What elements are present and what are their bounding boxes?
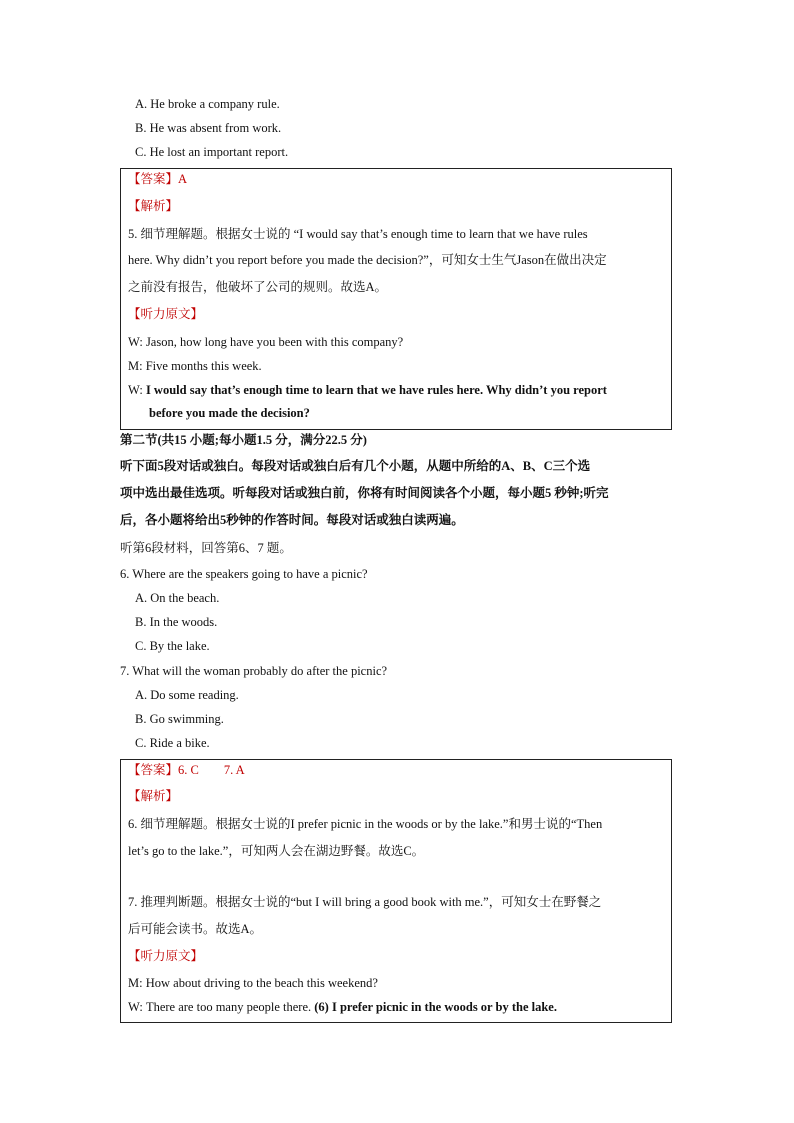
analysis-line: here. Why didn’t you report before you made the decision?”，可知女士生气Jason在做出决定 — [128, 253, 607, 267]
q6-option-a: A. On the beach. — [135, 591, 220, 605]
answer-line-q6-q7 — [128, 762, 245, 778]
utterance: I would say that’s enough time to learn that we have rules here. Why didn’t you report — [145, 383, 607, 397]
section-heading: 第二节(共15 小题;每小题1.5 分，满分22.5 分) — [120, 433, 367, 447]
analysis-label: 【解析】 — [128, 199, 179, 213]
analysis-line: 5. 细节理解题。根据女士说的 “I would say that’s enough time to learn that we have rules — [128, 227, 588, 241]
q6-option-b: B. In the woods. — [135, 615, 218, 629]
utterance-bold: (6) I prefer picnic in the woods or by the lake. — [314, 1000, 557, 1014]
answer-value: 6. C 7. A — [178, 763, 245, 777]
speaker: M: — [128, 976, 143, 990]
utterance: There are too many people there. — [145, 1000, 312, 1014]
utterance: Five months this week. — [145, 359, 262, 373]
analysis-line: 后可能会读书。故选A。 — [128, 922, 263, 936]
q6-option-c: C. By the lake. — [135, 639, 210, 653]
utterance: Jason, how long have you been with this company? — [145, 335, 404, 349]
transcript-line — [128, 975, 378, 991]
analysis-line: 6. 细节理解题。根据女士说的I prefer picnic in the woods or by the lake.”和男士说的“Then — [128, 817, 603, 831]
answer-line-q5 — [128, 171, 187, 187]
q6-stem: 6. Where are the speakers going to have a picnic? — [120, 567, 368, 581]
speaker: W: — [128, 335, 143, 349]
q5-option-c: C. He lost an important report. — [135, 145, 289, 159]
q7-stem: 7. What will the woman probably do after the picnic? — [120, 664, 388, 678]
analysis-line: 之前没有报告，他破坏了公司的规则。故选A。 — [128, 280, 388, 294]
speaker: W: — [128, 383, 143, 397]
instruction-line: 听下面5段对话或独白。每段对话或独白后有几个小题，从题中所给的A、B、C三个选 — [120, 459, 591, 473]
analysis-line: let’s go to the lake.”，可知两人会在湖边野餐。故选C。 — [128, 844, 425, 858]
q5-option-a: A. He broke a company rule. — [135, 97, 280, 111]
answer-label: 【答案】 — [128, 172, 179, 186]
answer-label: 【答案】 — [128, 763, 179, 777]
q7-option-a: A. Do some reading. — [135, 688, 239, 702]
q7-option-b: B. Go swimming. — [135, 712, 224, 726]
transcript-line-continued: before you made the decision? — [149, 406, 310, 420]
transcript-line — [128, 334, 403, 350]
instruction-line: 项中选出最佳选项。听每段对话或独白前，你将有时间阅读各个小题，每小题5 秒钟;听完 — [120, 486, 609, 500]
transcript-line — [128, 382, 607, 398]
transcript-label: 【听力原文】 — [128, 949, 204, 963]
transcript-line — [128, 999, 557, 1015]
speaker: W: — [128, 1000, 143, 1014]
q5-option-b: B. He was absent from work. — [135, 121, 282, 135]
answer-value: A — [178, 172, 188, 186]
analysis-line: 7. 推理判断题。根据女士说的“but I will bring a good book with me.”，可知女士在野餐之 — [128, 895, 602, 909]
utterance: How about driving to the beach this weekend? — [145, 976, 378, 990]
transcript-line — [128, 358, 262, 374]
instruction-line: 后，各小题将给出5秒钟的作答时间。每段对话或独白读两遍。 — [120, 513, 464, 527]
material-intro: 听第6段材料，回答第6、7 题。 — [120, 541, 292, 555]
speaker: M: — [128, 359, 143, 373]
q7-option-c: C. Ride a bike. — [135, 736, 210, 750]
analysis-label: 【解析】 — [128, 789, 179, 803]
transcript-label: 【听力原文】 — [128, 307, 204, 321]
